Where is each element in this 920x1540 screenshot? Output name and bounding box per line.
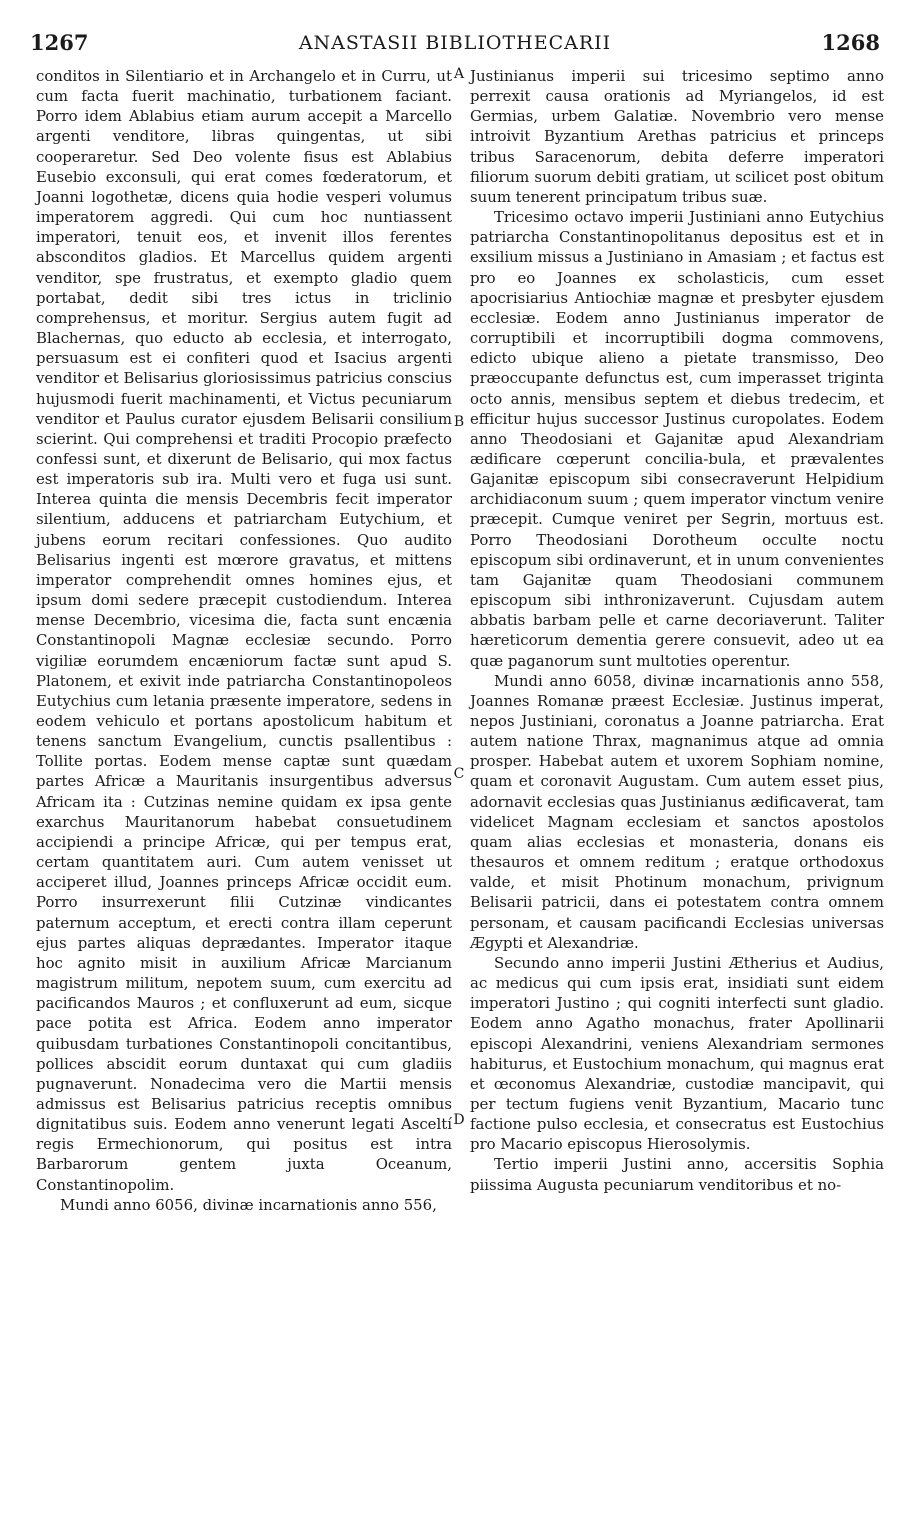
- running-title: ANASTASII BIBLIOTHECARII: [298, 32, 612, 54]
- margin-marker-d: D: [453, 1112, 465, 1128]
- paragraph: conditos in Silentiario et in Archangelo et in Curru, ut cum facta fuerit machinatio, turbationem faciant. Porro idem Ablabius etiam aurum accepit a Marcello argenti venditore, libras quingentas, ut sibi cooperaretur. Sed Deo volente fisus est Ablabius Eusebio exconsuli, qui erat comes fœderatorum, et Joanni logothetæ, dicens quia hodie vesperi volumus imperatorem aggredi. Qui cum hoc nuntiassent imperatori, tenuit eos, et invenit illos ferentes absconditos gladios. Et Marcellus quidem argenti venditor, spe frustratus, et exempto gladio quem portabat, dedit sibi tres ictus in triclinio comprehensus, et moritur. Sergius autem fugit ad Blachernas, quo educto ab ecclesia, et interrogato, persuasum est ei confiteri quod et Isacius argenti venditor et Belisarius gloriosissimus patricius conscius hujusmodi fuerit machinamenti, et Victus pecuniarum venditor et Paulus curator ejusdem Belisarii consilium scierint. Qui comprehensi et traditi Procopio præfecto confessi sunt, et dixerunt de Belisario, qui mox factus est imperatoris sub ira. Multi vero et fuga usi sunt. Interea quinta die mensis Decembris fecit imperator silentium, adducens et patriarcham Eutychium, et jubens eorum recitari confessiones. Quo audito Belisarius ingenti est mœrore gravatus, et mittens imperator comprehendit omnes homines ejus, et ipsum domi sedere præcepit custodiendum. Interea mense Decembrio, vicesima die, facta sunt encænia Constantinopoli Magnæ ecclesiæ secundo. Porro vigiliæ eorumdem encæniorum factæ sunt apud S. Platonem, et exivit inde patriarcha Constantinopoleos Eutychius cum letania præsente imperatore, sedens in eodem vehiculo et portans apostolicum habitum et tenens sanctum Evangelium, cunctis psallentibus : Tollite portas. Eodem mense captæ sunt quædam partes Africæ a Mauritanis insurgentibus adversus Africam ita : Cutzinas nemine quidam ex ipsa gente exarchus Mauritanorum habebat consuetudinem accipiendi a principe Africæ, qui per tempus erat, certam quantitatem auri. Cum autem venisset ut acciperet illud, Joannes princeps Africæ occidit eum. Porro insurrexerunt filii Cutzinæ vindicantes paternum acceptum, et erecti contra illam ceperunt ejus partes aliquas deprædantes. Imperator itaque hoc agnito misit in auxilium Africæ Marcianum magistrum militum, nepotem suum, cum exercitu ad pacificandos Mauros ; et confluxerunt ad eum, sicque pace potita est Africa. Eodem anno imperator quibusdam turbationes Constantinopoli concitantibus, pollices abscidit eorum duntaxat qui cum gladiis pugnaverunt. Nonadecima vero die Martii mensis admissus est Belisarius patricius receptis omnibus dignitatibus suis. Eodem anno venerunt legati Asceltí regis Ermechionorum, qui positus est intra Barbarorum gentem juxta Oceanum, Constantinopolim.: [36, 67, 452, 1194]
- margin-marker-a: A: [453, 66, 465, 82]
- page-number-left: 1267: [30, 30, 89, 55]
- paragraph: Justinianus imperii sui tricesimo septimo anno perrexit causa orationis ad Myriangelos, id est Germias, urbem Galatiæ. Novembrio vero mense introivit Byzantium Arethas patricius et princeps tribus Saracenorum, debita deferre imperatori filiorum suorum debiti gratiam, ut scilicet post obitum suum tenerent principatum tribus suæ.: [470, 67, 884, 206]
- margin-marker-b: B: [453, 414, 465, 430]
- left-text-column: [36, 66, 452, 1215]
- paragraph: Mundi anno 6056, divinæ incarnationis anno 556,: [60, 1195, 437, 1214]
- margin-marker-c: C: [453, 766, 465, 782]
- paragraph: Tricesimo octavo imperii Justiniani anno Eutychius patriarcha Constantinopolitanus depositus est et in exsilium missus a Justiniano in Amasiam ; et factus est pro eo Joannes ex scholasticis, cum esset apocrisiarius Antiochiæ magnæ et presbyter ejusdem ecclesiæ. Eodem anno Justinianus imperator de corruptibili et incorruptibili dogma commovens, edicto ubique alieno a pietate transmisso, Deo præoccupante defunctus est, cum imperasset triginta octo annis, mensibus septem et diebus tredecim, et efficitur hujus successor Justinus curopolates. Eodem anno Theodosiani et Gajanitæ apud Alexandriam ædificare cœperunt concilia-bula, et prævalentes Gajanitæ episcopum sibi consecraverunt Helpidium archidiaconum suum ; quem imperator vinctum venire præcepit. Cumque veniret per Segrin, mortuus est. Porro Theodosiani Dorotheum occulte noctu episcopum sibi ordinaverunt, et in unum convenientes tam Gajanitæ quam Theodosiani communem episcopum sibi inthronizaverunt. Cujusdam autem abbatis barbam pelle et carne decoriaverunt. Taliter hæreticorum dementia gerere consuevit, adeo ut ea quæ paganorum sunt multoties operentur.: [470, 208, 884, 670]
- page-header: [30, 30, 880, 60]
- page-number-right: 1268: [821, 30, 880, 55]
- right-text-column: [470, 66, 884, 1195]
- paragraph: Secundo anno imperii Justini Ætherius et Audius, ac medicus qui cum ipsis erat, insidiati sunt eidem imperatori Justino ; qui cogniti interfecti sunt gladio. Eodem anno Agatho monachus, frater Apollinarii episcopi Alexandrini, veniens Alexandriam sermones habiturus, et Eustochium monachum, qui magnus erat et œconomus Alexandriæ, custodiæ mancipavit, qui per tectum fugiens venit Byzantium, Macario tunc factione pulso ecclesia, et consecratus est Eustochius pro Macario episcopus Hierosolymis.: [470, 953, 884, 1154]
- paragraph: Tertio imperii Justini anno, accersitis Sophia piissima Augusta pecuniarum venditoribus et no-: [470, 1155, 884, 1194]
- paragraph: Mundi anno 6058, divinæ incarnationis anno 558, Joannes Romanæ præest Ecclesiæ. Justinus imperat, nepos Justiniani, coronatus a Joanne patriarcha. Erat autem natione Thrax, magnanimus atque ad omnia prosper. Habebat autem et uxorem Sophiam nomine, quam et coronavit Augustam. Cum autem esset pius, adornavit ecclesias quas Justinianus ædificaverat, tam videlicet Magnam ecclesiam et sanctos apostolos quam alias ecclesias et monasteria, donans eis thesauros et omnem reditum ; eratque orthodoxus valde, et misit Photinum monachum, privignum Belisarii patricii, dans ei potestatem contra omnem personam, et causam pacificandi Ecclesias universas Ægypti et Alexandriæ.: [470, 671, 884, 952]
